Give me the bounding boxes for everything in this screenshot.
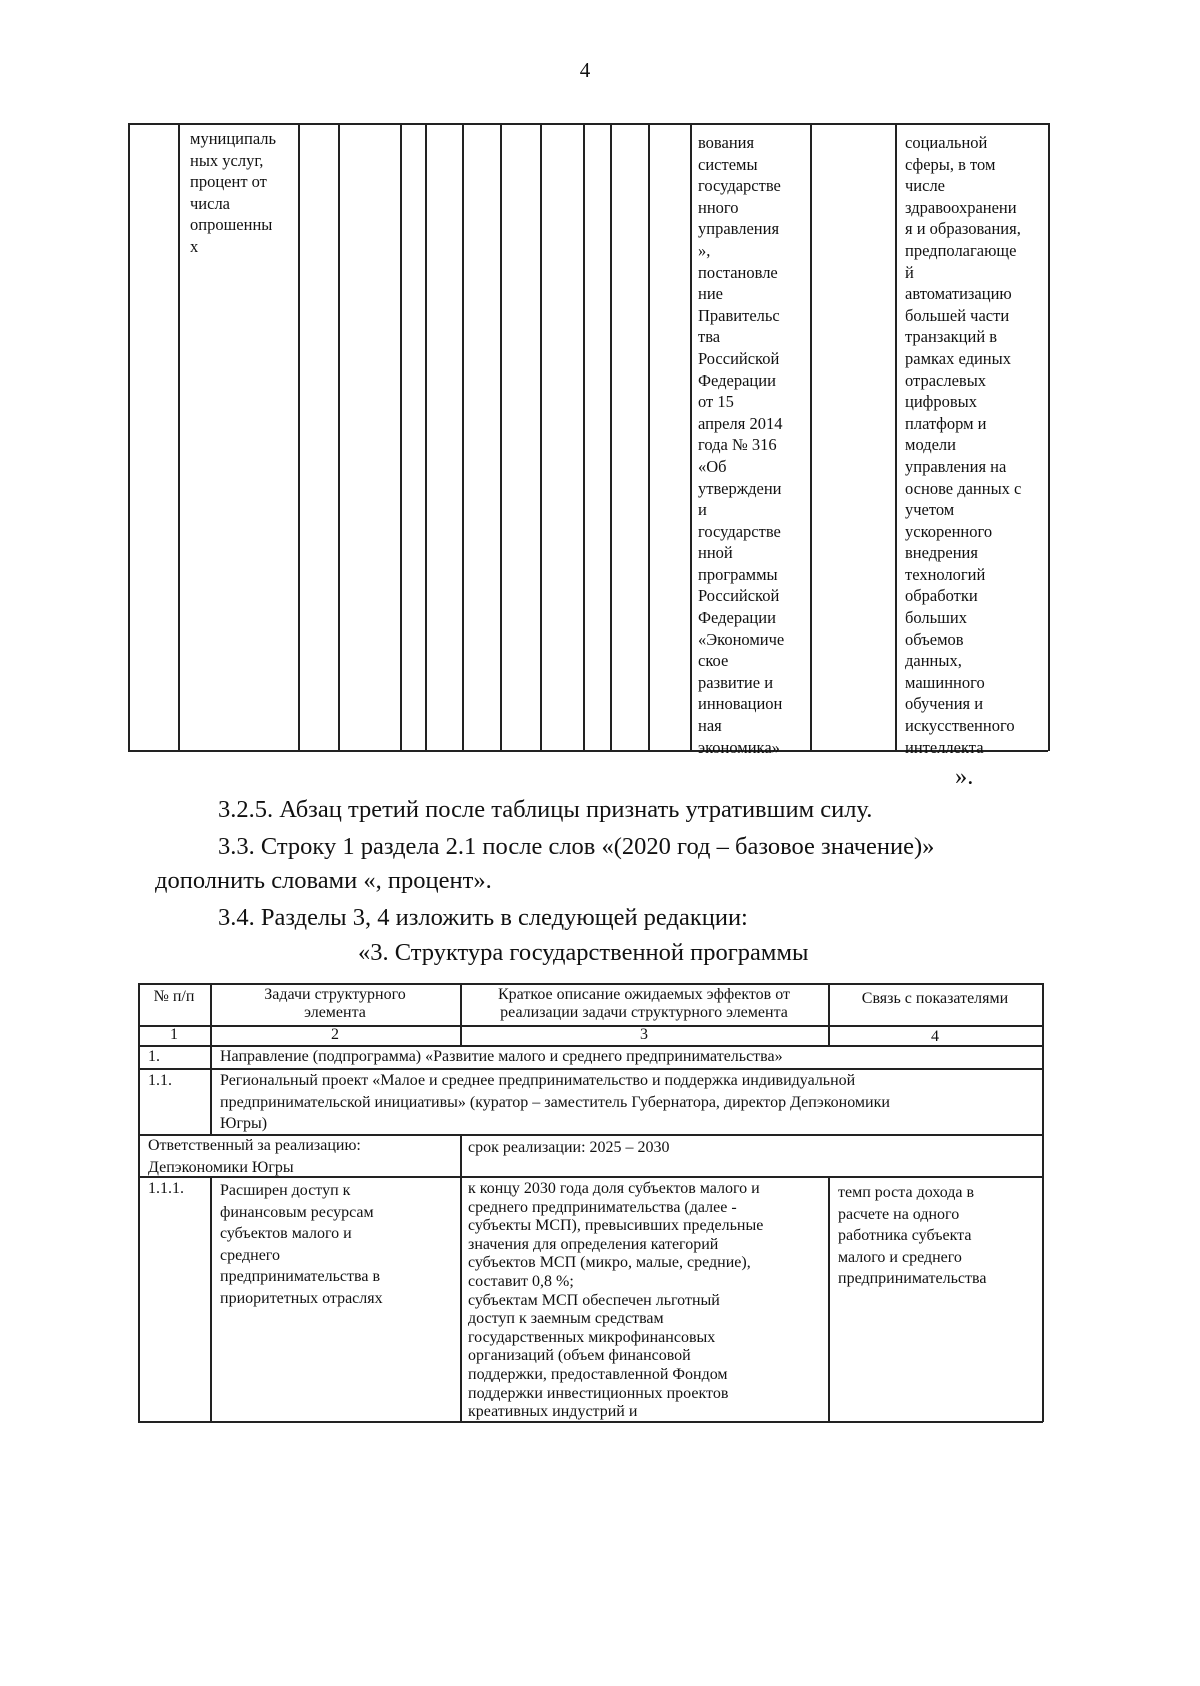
column-number-3: 3 <box>640 1026 648 1043</box>
header-number: № п/п <box>153 988 195 1005</box>
paragraph-3-2-5: 3.2.5. Абзац третий после таблицы признать утратившим силу. <box>218 796 873 823</box>
closing-quote: ». <box>955 763 974 790</box>
document-reference-cell: вования системы государстве нного управления », постановле ние Правительс тва Российской Федерации от 15 апреля 2014 года № 316 «Об утверждени и государстве нной программы Российской Федерации «Экономиче ское развитие и инновацион ная экономика» <box>698 133 785 757</box>
task-cell: Расширен доступ к финансовым ресурсам субъектов малого и среднего предпринимательства в приоритетных отраслях <box>220 1182 383 1307</box>
paragraph-3-3-cont: дополнить словами «, процент». <box>155 867 492 894</box>
regional-project-title: Региональный проект «Малое и среднее предпринимательство и поддержка индивидуальной предпринимательской инициативы» (куратор – заместитель Губернатора, директор Депэкономики Югры) <box>220 1072 890 1132</box>
column-number-4: 4 <box>931 1028 939 1045</box>
row-number: 1. <box>148 1048 160 1065</box>
paragraph-3-4: 3.4. Разделы 3, 4 изложить в следующей редакции: <box>218 904 748 931</box>
row-number: 1.1. <box>148 1072 172 1089</box>
indicator-name-cell: муниципаль ных услуг, процент от числа опрошенны х <box>190 129 277 256</box>
section-heading: «3. Структура государственной программы <box>358 939 809 966</box>
column-number-2: 2 <box>331 1026 339 1043</box>
subprogram-title: Направление (подпрограмма) «Развитие малого и среднего предпринимательства» <box>220 1048 783 1065</box>
implementation-period: срок реализации: 2025 – 2030 <box>468 1139 670 1156</box>
row-number: 1.1.1. <box>148 1180 184 1197</box>
paragraph-3-3: 3.3. Строку 1 раздела 2.1 после слов «(2020 год – базовое значение)» <box>218 833 935 860</box>
column-number-1: 1 <box>170 1026 178 1043</box>
page-number: 4 <box>579 58 591 82</box>
indicator-cell: темп роста дохода в расчете на одного работника субъекта малого и среднего предпринимательства <box>838 1184 987 1287</box>
description-cell: социальной сферы, в том числе здравоохранени я и образования, предполагающе й автоматизацию большей части транзакций в рамках единых отраслевых цифровых платформ и модели управления на основе данных с учетом ускоренного внедрения технологий обработки больших объемов данных, машинного обучения и искусственного интеллекта <box>905 133 1022 757</box>
header-indicators: Связь с показателями <box>861 990 1009 1007</box>
header-tasks: Задачи структурного элемента <box>264 986 406 1021</box>
effects-cell: к концу 2030 года доля субъектов малого и среднего предпринимательства (далее - субъекты МСП), превысивших предельные значения для определения категорий субъектов МСП (микро, малые, средние), составит 0,8 %; субъектам МСП обеспечен льготный доступ к заемным средствам государственных микрофинансовых организаций (объем финансовой поддержки, предоставленной Фондом поддержки инвестиционных проектов креативных индустрий и <box>468 1180 764 1421</box>
header-effects: Краткое описание ожидаемых эффектов от реализации задачи структурного элемента <box>498 986 790 1021</box>
responsible-label: Ответственный за реализацию: Депэкономики Югры <box>148 1137 361 1176</box>
